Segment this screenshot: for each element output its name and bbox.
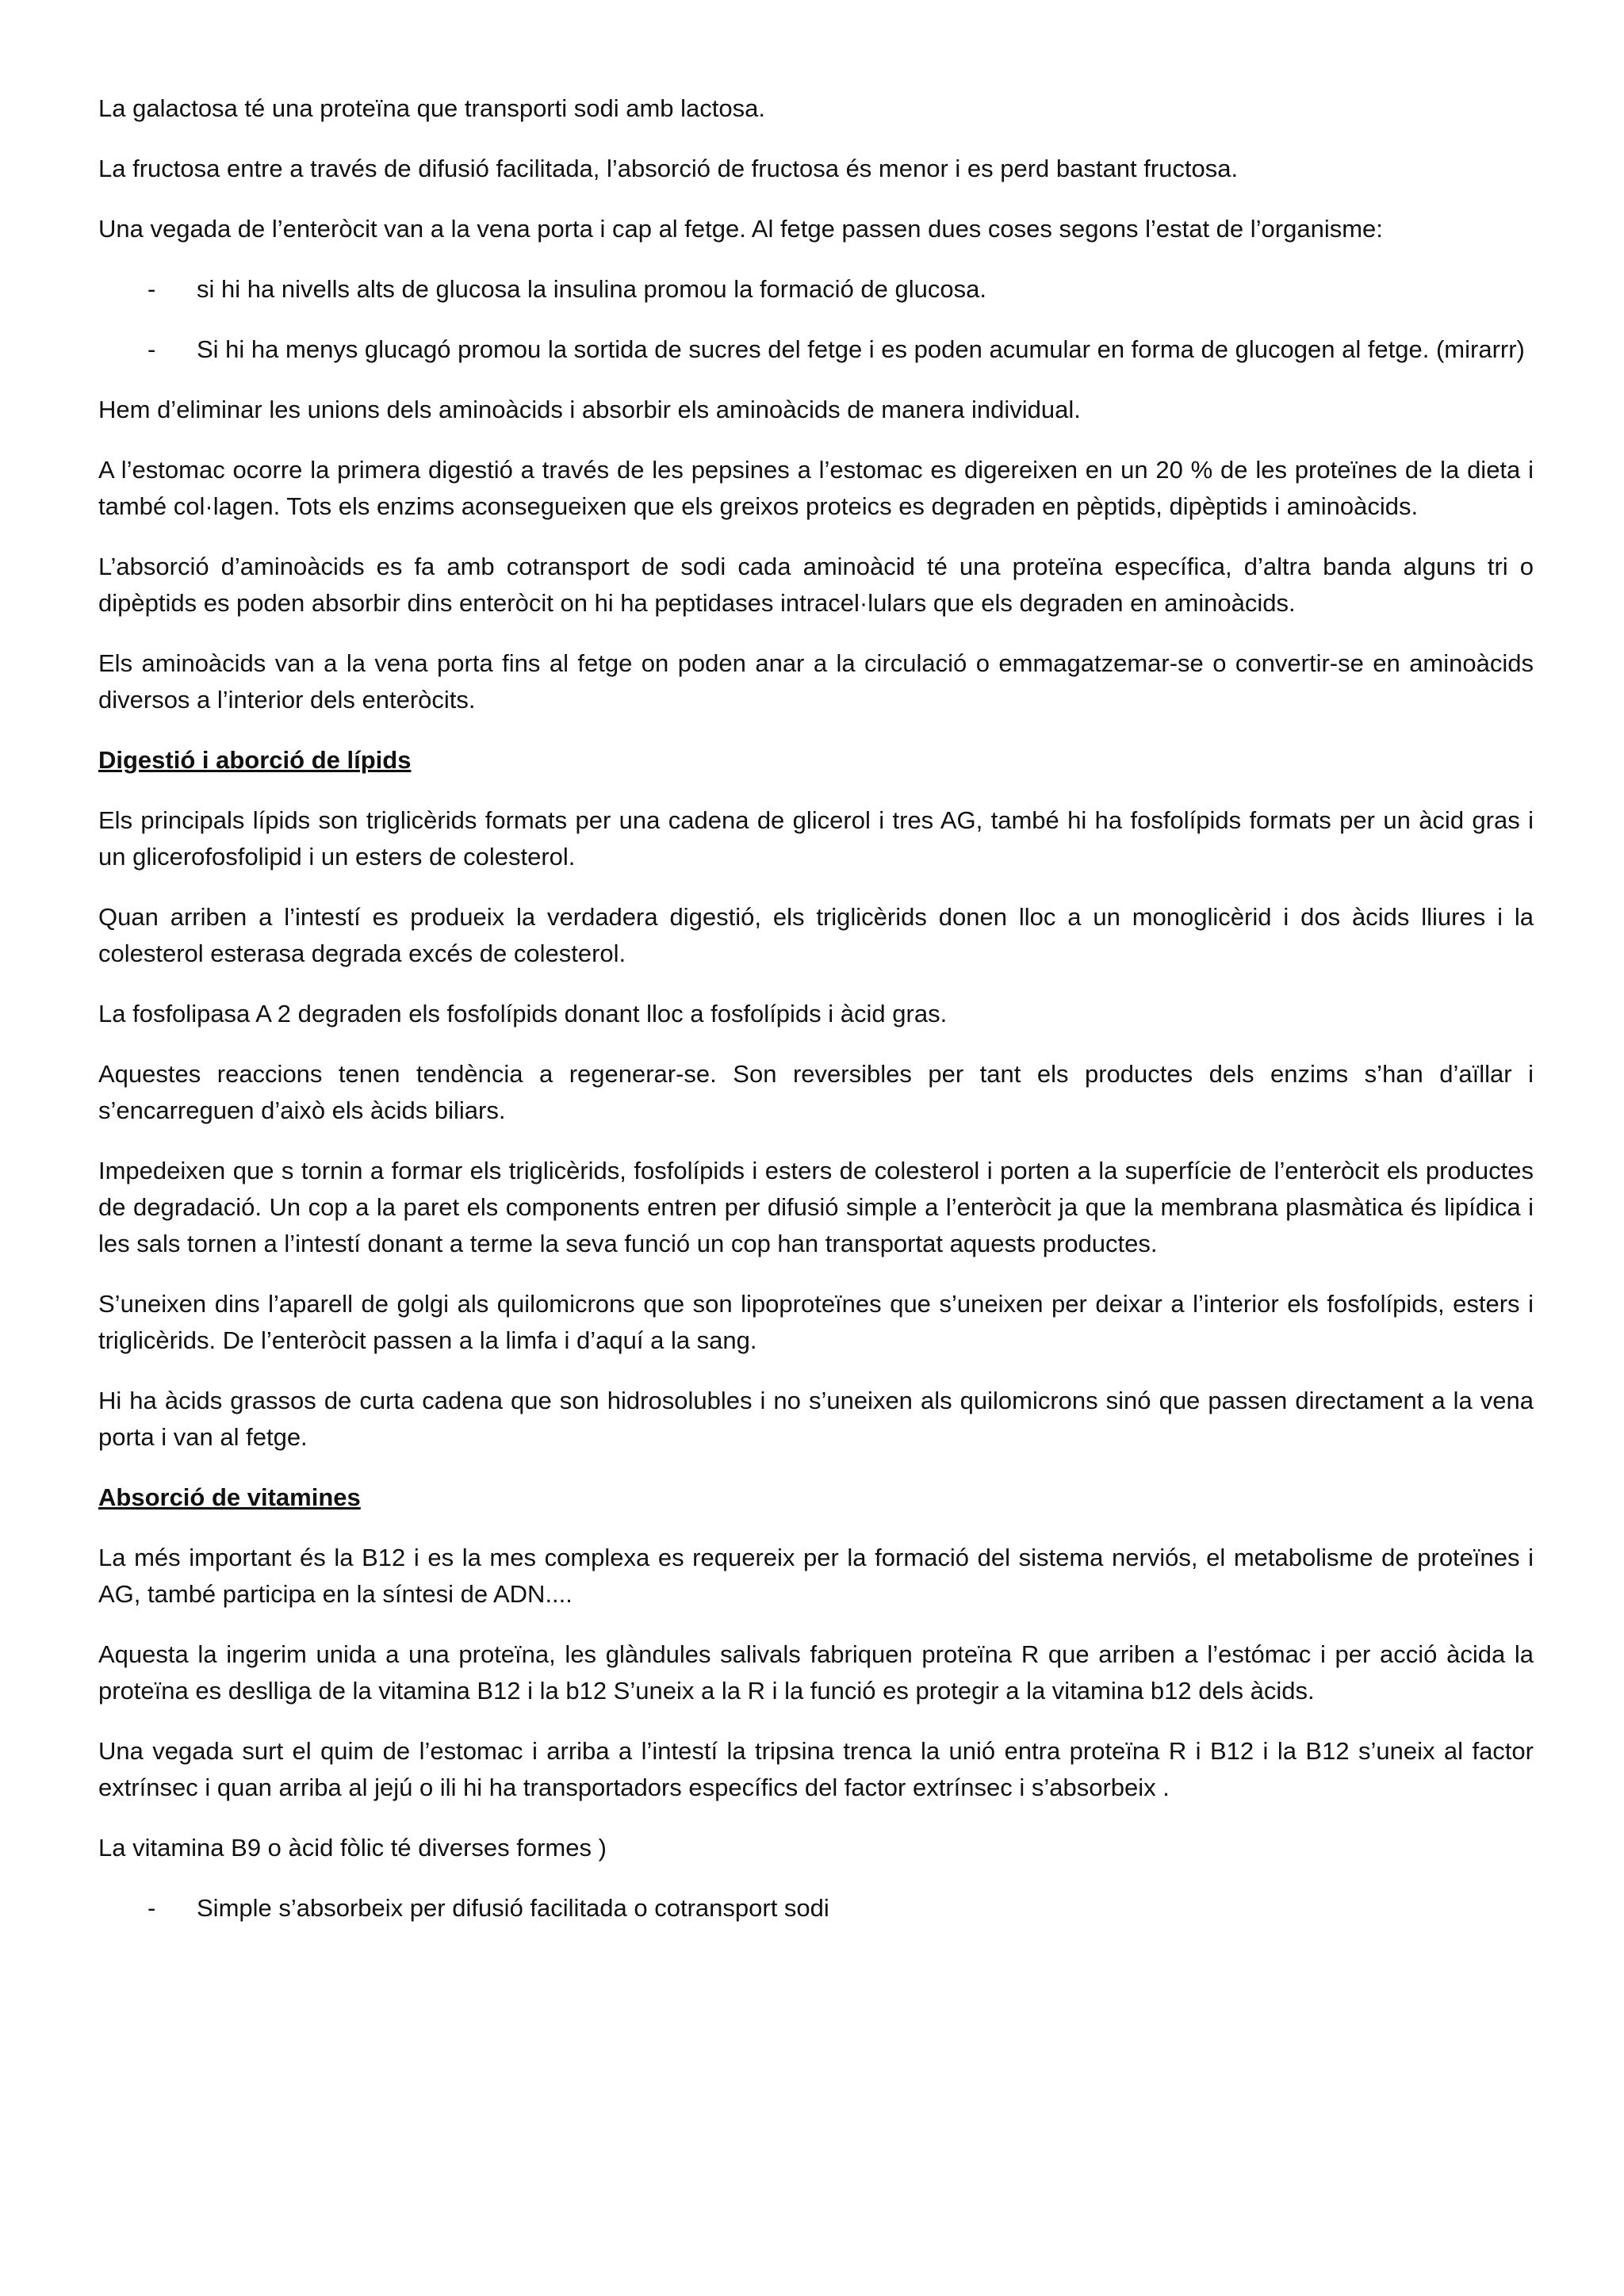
bullet-marker: - xyxy=(147,275,156,303)
paragraph: Els principals lípids son triglicèrids formats per una cadena de glicerol i tres AG, també hi ha fosfolípids formats per un àcid gras i un glicerofosfolipid i un esters de colesterol. xyxy=(98,806,1534,871)
paragraph: L’absorció d’aminoàcids es fa amb cotransport de sodi cada aminoàcid té una proteïna específica, d’altra banda alguns tri o dipèptids es poden absorbir dins enteròcit on hi ha peptidases intracel·lulars que els degraden en aminoàcids. xyxy=(98,553,1534,617)
paragraph: S’uneixen dins l’aparell de golgi als quilomicrons que son lipoproteïnes que s’uneixen per deixar a l’interior els fosfolípids, esters i triglicèrids. De l’enteròcit passen a la limfa i d’aquí a la sang. xyxy=(98,1290,1534,1354)
section-heading: Absorció de vitamines xyxy=(98,1483,361,1511)
bullet-text: si hi ha nivells alts de glucosa la insulina promou la formació de glucosa. xyxy=(197,275,986,303)
bullet-item xyxy=(98,271,1534,308)
paragraph: Aquesta la ingerim unida a una proteïna, les glàndules salivals fabriquen proteïna R que arriben a l’estómac i per acció àcida la proteïna es deslliga de la vitamina B12 i la b12 S’uneix a la R i la funció es protegir a la vitamina b12 dels àcids. xyxy=(98,1640,1534,1705)
paragraph: Una vegada de l’enteròcit van a la vena porta i cap al fetge. Al fetge passen dues coses segons l’estat de l’organisme: xyxy=(98,215,1383,243)
paragraph: Aquestes reaccions tenen tendència a regenerar-se. Son reversibles per tant els productes dels enzims s’han d’aïllar i s’encarreguen d’això els àcids biliars. xyxy=(98,1060,1534,1124)
paragraph: Hi ha àcids grassos de curta cadena que son hidrosolubles i no s’uneixen als quilomicrons sinó que passen directament a la vena porta i van al fetge. xyxy=(98,1387,1534,1451)
bullet-marker: - xyxy=(147,335,156,363)
bullet-item xyxy=(98,1890,1534,1927)
paragraph: La fructosa entre a través de difusió facilitada, l’absorció de fructosa és menor i es perd bastant fructosa. xyxy=(98,155,1239,182)
paragraph: La galactosa té una proteïna que transporti sodi amb lactosa. xyxy=(98,94,765,122)
paragraph: La vitamina B9 o àcid fòlic té diverses formes ) xyxy=(98,1834,607,1862)
paragraph: Una vegada surt el quim de l’estomac i arriba a l’intestí la tripsina trenca la unió entra proteïna R i B12 i la B12 s’uneix al factor extrínsec i quan arriba al jejú o ili hi ha transportadors específics del factor extrínsec i s’absorbeix . xyxy=(98,1737,1534,1801)
paragraph: Impedeixen que s tornin a formar els triglicèrids, fosfolípids i esters de colesterol i porten a la superfície de l’enteròcit els productes de degradació. Un cop a la paret els components entren per difusió simple a l’enteròcit ja que la membrana plasmàtica és lipídica i les sals tornen a l’intestí donant a terme la seva funció un cop han transportat aquests productes. xyxy=(98,1157,1534,1257)
section-heading: Digestió i aborció de lípids xyxy=(98,746,412,774)
document-page xyxy=(98,90,1534,1950)
paragraph: Hem d’eliminar les unions dels aminoàcids i absorbir els aminoàcids de manera individual. xyxy=(98,396,1081,423)
paragraph: La fosfolipasa A 2 degraden els fosfolípids donant lloc a fosfolípids i àcid gras. xyxy=(98,1000,948,1027)
bullet-item xyxy=(98,331,1534,368)
paragraph: Els aminoàcids van a la vena porta fins al fetge on poden anar a la circulació o emmagatzemar-se o convertir-se en aminoàcids diversos a l’interior dels enteròcits. xyxy=(98,649,1534,714)
bullet-marker: - xyxy=(147,1894,156,1922)
paragraph: La més important és la B12 i es la mes complexa es requereix per la formació del sistema nerviós, el metabolisme de proteïnes i AG, també participa en la síntesi de ADN.... xyxy=(98,1544,1534,1608)
paragraph: A l’estomac ocorre la primera digestió a través de les pepsines a l’estomac es digereixen en un 20 % de les proteïnes de la dieta i també col·lagen. Tots els enzims aconsegueixen que els greixos proteics es degraden en pèptids, dipèptids i aminoàcids. xyxy=(98,456,1534,520)
bullet-text: Simple s’absorbeix per difusió facilitada o cotransport sodi xyxy=(197,1894,829,1922)
bullet-text: Si hi ha menys glucagó promou la sortida de sucres del fetge i es poden acumular en forma de glucogen al fetge. (mirarrr) xyxy=(197,335,1525,363)
paragraph: Quan arriben a l’intestí es produeix la verdadera digestió, els triglicèrids donen lloc a un monoglicèrid i dos àcids lliures i la colesterol esterasa degrada excés de colesterol. xyxy=(98,903,1534,967)
